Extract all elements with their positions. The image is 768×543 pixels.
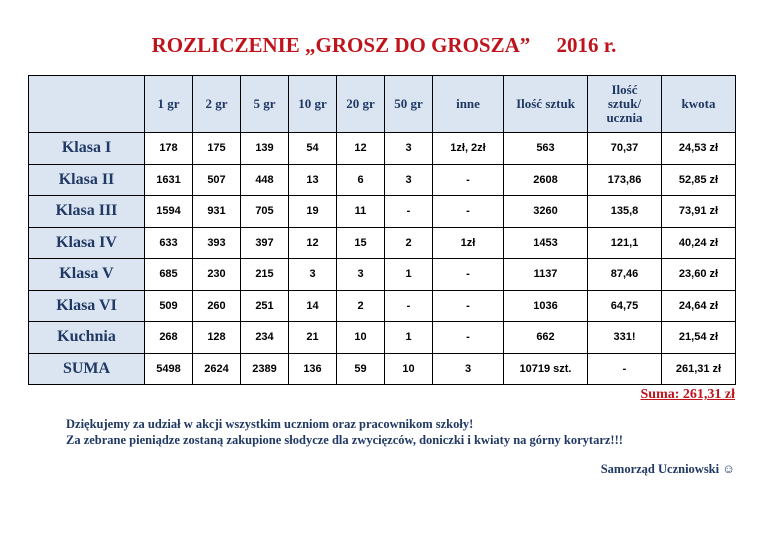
cell-2gr: 931	[193, 196, 241, 228]
cell-2gr: 230	[193, 259, 241, 291]
cell-1gr: 5498	[145, 353, 193, 385]
cell-ilosc-sztuk: 662	[504, 322, 588, 354]
cell-50gr: 3	[385, 133, 433, 165]
row-label: SUMA	[29, 353, 145, 385]
row-label: Klasa II	[29, 164, 145, 196]
cell-10gr: 3	[289, 259, 337, 291]
cell-inne: -	[433, 196, 504, 228]
cell-2gr: 507	[193, 164, 241, 196]
thank-you-message: Dziękujemy za udział w akcji wszystkim uczniom oraz pracownikom szkoły!	[66, 417, 474, 431]
cell-sztuk-na-ucznia: -	[588, 353, 662, 385]
table-row	[29, 227, 736, 259]
cell-ilosc-sztuk: 3260	[504, 196, 588, 228]
summary-table	[28, 75, 736, 385]
table-row	[29, 322, 736, 354]
purchase-message: Za zebrane pieniądze zostaną zakupione słodycze dla zwycięzców, doniczki i kwiaty na górny korytarz!!!	[66, 433, 623, 447]
cell-kwota: 261,31 zł	[662, 353, 736, 385]
total-amount: Suma: 261,31 zł	[640, 387, 735, 402]
table-row	[29, 133, 736, 165]
cell-ilosc-sztuk: 10719 szt.	[504, 353, 588, 385]
cell-2gr: 2624	[193, 353, 241, 385]
table-row	[29, 290, 736, 322]
cell-2gr: 128	[193, 322, 241, 354]
cell-5gr: 2389	[241, 353, 289, 385]
cell-sztuk-na-ucznia: 121,1	[588, 227, 662, 259]
header-cell-1gr: 1 gr	[145, 76, 193, 133]
cell-inne: 1zł, 2zł	[433, 133, 504, 165]
cell-5gr: 215	[241, 259, 289, 291]
cell-20gr: 2	[337, 290, 385, 322]
cell-10gr: 14	[289, 290, 337, 322]
row-label: Kuchnia	[29, 322, 145, 354]
table-row	[29, 164, 736, 196]
cell-kwota: 24,64 zł	[662, 290, 736, 322]
cell-20gr: 6	[337, 164, 385, 196]
cell-inne: -	[433, 259, 504, 291]
cell-kwota: 23,60 zł	[662, 259, 736, 291]
header-cell-kwota: kwota	[662, 76, 736, 133]
cell-10gr: 136	[289, 353, 337, 385]
cell-kwota: 21,54 zł	[662, 322, 736, 354]
cell-sztuk-na-ucznia: 135,8	[588, 196, 662, 228]
header-cell-5gr: 5 gr	[241, 76, 289, 133]
cell-20gr: 11	[337, 196, 385, 228]
cell-1gr: 509	[145, 290, 193, 322]
cell-50gr: 10	[385, 353, 433, 385]
cell-2gr: 175	[193, 133, 241, 165]
cell-20gr: 10	[337, 322, 385, 354]
cell-10gr: 21	[289, 322, 337, 354]
header-cell-empty	[29, 76, 145, 133]
header-cell-ilosc-sztuk: Ilość sztuk	[504, 76, 588, 133]
cell-5gr: 251	[241, 290, 289, 322]
cell-5gr: 397	[241, 227, 289, 259]
header-cell-2gr: 2 gr	[193, 76, 241, 133]
cell-1gr: 1631	[145, 164, 193, 196]
table-row	[29, 196, 736, 228]
cell-kwota: 73,91 zł	[662, 196, 736, 228]
header-cell-20gr: 20 gr	[337, 76, 385, 133]
cell-kwota: 40,24 zł	[662, 227, 736, 259]
cell-50gr: -	[385, 196, 433, 228]
cell-ilosc-sztuk: 1036	[504, 290, 588, 322]
cell-inne: 1zł	[433, 227, 504, 259]
page-title: ROZLICZENIE „GROSZ DO GROSZA” 2016 r.	[151, 33, 617, 57]
cell-sztuk-na-ucznia: 70,37	[588, 133, 662, 165]
cell-5gr: 705	[241, 196, 289, 228]
cell-5gr: 234	[241, 322, 289, 354]
cell-1gr: 268	[145, 322, 193, 354]
cell-inne: 3	[433, 353, 504, 385]
cell-10gr: 12	[289, 227, 337, 259]
cell-20gr: 3	[337, 259, 385, 291]
cell-50gr: 1	[385, 259, 433, 291]
cell-2gr: 393	[193, 227, 241, 259]
row-label: Klasa III	[29, 196, 145, 228]
cell-kwota: 24,53 zł	[662, 133, 736, 165]
cell-50gr: 2	[385, 227, 433, 259]
cell-ilosc-sztuk: 563	[504, 133, 588, 165]
cell-50gr: 1	[385, 322, 433, 354]
cell-10gr: 19	[289, 196, 337, 228]
cell-50gr: -	[385, 290, 433, 322]
table-header-row	[29, 76, 736, 133]
table-row	[29, 259, 736, 291]
cell-1gr: 685	[145, 259, 193, 291]
cell-50gr: 3	[385, 164, 433, 196]
row-label: Klasa V	[29, 259, 145, 291]
cell-20gr: 12	[337, 133, 385, 165]
cell-1gr: 178	[145, 133, 193, 165]
cell-10gr: 54	[289, 133, 337, 165]
row-label: Klasa I	[29, 133, 145, 165]
header-cell-sztuk-na-ucznia: Ilość sztuk/ ucznia	[588, 76, 662, 133]
table-row	[29, 353, 736, 385]
row-label: Klasa IV	[29, 227, 145, 259]
cell-2gr: 260	[193, 290, 241, 322]
cell-sztuk-na-ucznia: 87,46	[588, 259, 662, 291]
table-body	[29, 133, 736, 385]
cell-1gr: 1594	[145, 196, 193, 228]
header-cell-10gr: 10 gr	[289, 76, 337, 133]
cell-kwota: 52,85 zł	[662, 164, 736, 196]
cell-ilosc-sztuk: 1137	[504, 259, 588, 291]
cell-1gr: 633	[145, 227, 193, 259]
cell-sztuk-na-ucznia: 331!	[588, 322, 662, 354]
cell-20gr: 59	[337, 353, 385, 385]
header-cell-50gr: 50 gr	[385, 76, 433, 133]
cell-inne: -	[433, 290, 504, 322]
cell-sztuk-na-ucznia: 173,86	[588, 164, 662, 196]
cell-20gr: 15	[337, 227, 385, 259]
cell-inne: -	[433, 322, 504, 354]
cell-5gr: 448	[241, 164, 289, 196]
cell-inne: -	[433, 164, 504, 196]
cell-5gr: 139	[241, 133, 289, 165]
cell-ilosc-sztuk: 1453	[504, 227, 588, 259]
header-cell-inne: inne	[433, 76, 504, 133]
signature: Samorząd Uczniowski ☺	[600, 462, 735, 476]
cell-10gr: 13	[289, 164, 337, 196]
cell-ilosc-sztuk: 2608	[504, 164, 588, 196]
cell-sztuk-na-ucznia: 64,75	[588, 290, 662, 322]
row-label: Klasa VI	[29, 290, 145, 322]
